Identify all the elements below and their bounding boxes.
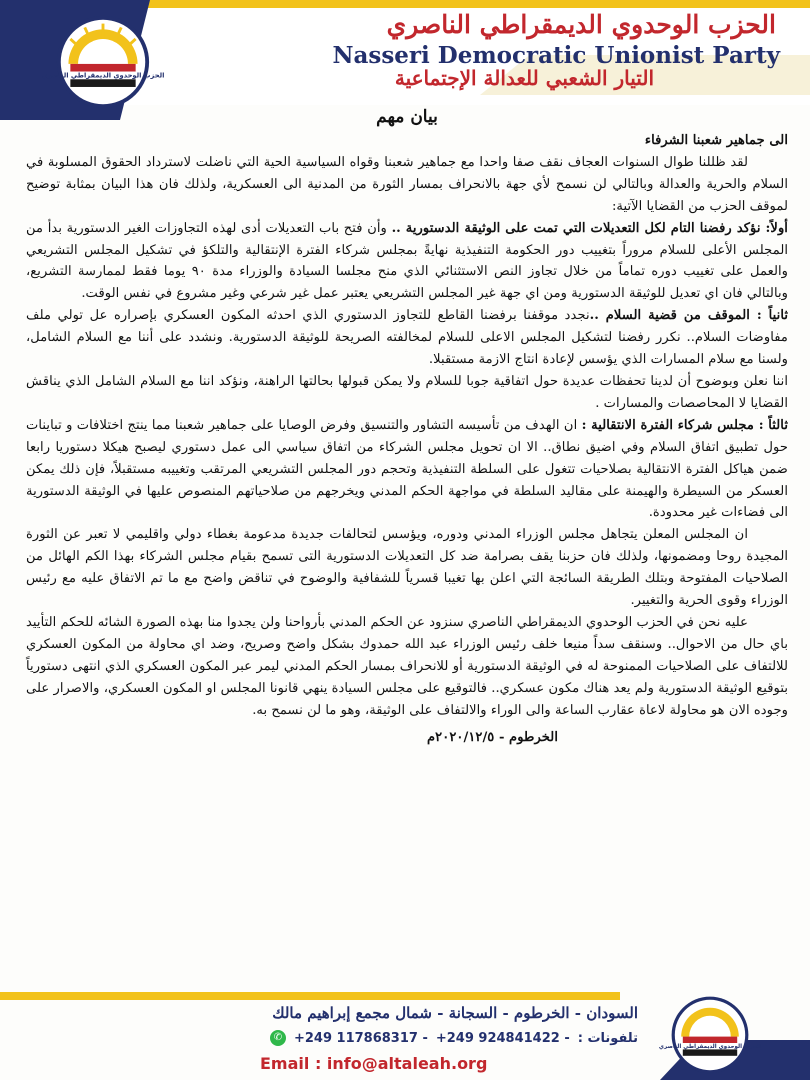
section-1-text: وأن فتح باب التعديلات أدى لهذه التجاوزات الغير الدستورية بدأ من المجلس الأعلى للسلام مروراً بتغييب دور الحكومة التنفيذية نهايةً بمجلس شركاء الفترة الإنتقالية والتلكؤ في تشكيل المجلس التشريعي والعمل على تغييب دوره تماماً من خلال تجاوز النص الاستثنائي الذي منح مجلسا السيادة والوزراء مدة ٩٠ يوما فقط لممارسة التشريع، وبالتالي فان اي تعديل للوثيقة الدستورية ومن اي جهة غير المجلس التشريعي يعتبر عمل غير شرعي وغير مشروع في نفس الوقت. bbox=[26, 220, 789, 302]
letterhead bbox=[0, 0, 810, 105]
statement-title: بيان مهم bbox=[376, 107, 438, 127]
section-1 bbox=[26, 218, 788, 306]
footer-email[interactable]: Email : info@altaleah.org bbox=[260, 1054, 488, 1073]
footer-gold-band bbox=[0, 992, 620, 1000]
section-1-heading: أولاً: نؤكد رفضنا التام لكل التعديلات التي تمت على الوثيقة الدستورية .. bbox=[391, 220, 788, 236]
footer-logo-text: الحزب الوحدوي الديمقراطي الناصري bbox=[658, 1043, 762, 1050]
date-line: الخرطوم - ٢٠٢٠/١٢/٥م bbox=[427, 730, 558, 746]
section-3-heading: ثالثاً : مجلس شركاء الفترة الانتقالية : bbox=[581, 417, 788, 433]
header-gold-band bbox=[110, 0, 810, 8]
section-3-paragraph-2: ان المجلس المعلن يتجاهل مجلس الوزراء المدني ودوره، ويؤسس لتحالفات جديدة مدعومة بغطاء دولي واقليمي لا تعبر عن الثورة المجيدة روحا ومضمونها، ولذلك فان حزبنا يقف بصرامة ضد كل التعديلات الدستورية التى تسمح بقيام مجلس الشركاء بهذا الكم الهائل من الصلاحيات المفتوحة وبتلك الطريقة السائجة التي اعلن بها تغيبا قسرياً للشفافية والوضوح في تناقض واضح مع ما تم الاتفاق عليه مع رئيس الوزراء وقوى الحرية والتغيير. bbox=[26, 527, 788, 609]
section-2 bbox=[26, 305, 788, 371]
footer-party-logo bbox=[658, 995, 762, 1075]
closing-paragraph: عليه نحن في الحزب الوحدوي الديمقراطي الناصري سنزود عن الحكم المدني بأرواحنا ولن يجدوا منا بهذه الصورة الشائه للحكم التأييد باي حال من الاحوال.. وسنقف سداً منيعا خلف رئيس الوزراء عبد الله حمدوك بشكل واضح وصريح، وضد اي محاولة من المكون العسكري للالتفاف على الصلاحيات الممنوحة له في الوثيقة الدستورية أو للانحراف بمسار الحكم المدني ليمر عبر المكون العسكري الذي انتهى دستورياً بتوقيع الوثيقة الدستورية ولم يعد هناك مكون عسكري.. فالتوقيع على مجلس السيادة ينهي قانونا المجلس او المكون العسكري، والاصرار على وجوده الان هو محاولة لاعاة عقارب الساعة والى الوراء والالتفاف على الوثيقة، وهو ما لن نسمح به. bbox=[26, 614, 788, 718]
salutation: الى جماهير شعبنا الشرفاء bbox=[644, 133, 788, 148]
phones-label: تلفونات : bbox=[577, 1030, 638, 1046]
party-name-arabic: الحزب الوحدوي الديمقراطي الناصري bbox=[386, 10, 776, 39]
section-2-text: نجدد موقفنا برفضنا القاطع للتجاوز الدستوري الذي احدثه المكون العسكري بإصراره عل تولي ملف مفاوضات السلام.. نكرر رفضنا لتشكيل المجلس الاعلى للسلام لمخالفته الصريحة للوثيقة الدستورية. ونشدد على أننا مع السلام الشامل، ولسنا مع سلام المسارات الذي يؤسس لإعادة انتاج الازمة مستقبلا. bbox=[26, 308, 788, 368]
phone-1[interactable]: +249 924841422 - bbox=[435, 1030, 570, 1046]
intro-paragraph: لقد ظللنا طوال السنوات العجاف نقف صفا واحدا مع جماهير شعبنا وقواه السياسية الحية التي ناضلت لاسترداد الحقوق المسلوبة في السلام والحرية والعدالة وبالتالي لن نسمح لأي جهة بالانحراف بمسار الثورة من المدنية الى العسكرية، ولذلك فان هذا البيان بمثابة توضيح لموقف الحزب من القضايا الآتية: bbox=[26, 154, 788, 214]
section-3-text: ان الهدف من تأسيسه التشاور والتنسيق وفرض الوصايا على جماهير شعبنا مما ينتج اختلافات و تباينات حول تطبيق اتفاق السلام وفي اضيق نطاق.. الا ان تحويل مجلس الشركاء من اتفاق سياسي الى عمل دستوري ليصبح هيكلا دستوريا رابعا ضمن هياكل الفترة الانتقالية بصلاحيات تتغول على السلطة التنفيذية وتحجم دور المجلس التشريعي المرتقب وتغييبه مستقبلاً، فإن ذلك يمكن العسكر من السيطرة والهيمنة على مقاليد السلطة في مواجهة الحكم المدني ويخرجهم من صلاحياتهم المنصوص عليها في الوثيقة الدستورية الى فضاءات غير محدودة. bbox=[26, 417, 788, 521]
section-2-heading: ثانياً : الموقف من قضية السلام .. bbox=[589, 308, 789, 324]
statement-body bbox=[26, 104, 788, 749]
phone-2[interactable]: +249 117868317 - bbox=[293, 1030, 428, 1046]
footer-phones bbox=[270, 1030, 638, 1046]
section-2-paragraph-2: اننا نعلن وبوضوح أن لدينا تحفظات عديدة حول اتفاقية جوبا للسلام ولا يمكن قبولها بحالتها الراهنة، ونؤكد اننا مع السلام الشامل الذي يناقش القضايا لا المحاصصات والمسارات . bbox=[26, 373, 788, 411]
party-name-english: Nasseri Democratic Unionist Party bbox=[332, 42, 780, 69]
whatsapp-icon: ✆ bbox=[270, 1030, 286, 1046]
party-subtitle: التيار الشعبي للعدالة الإجتماعية bbox=[394, 66, 654, 90]
party-logo bbox=[41, 14, 165, 110]
footer-address: السودان - الخرطوم - السجانة - شمال مجمع إبراهيم مالك bbox=[272, 1004, 638, 1022]
logo-text: الحزب الوحدوي الديمقراطي الناصري bbox=[41, 71, 165, 80]
section-3 bbox=[26, 415, 788, 525]
